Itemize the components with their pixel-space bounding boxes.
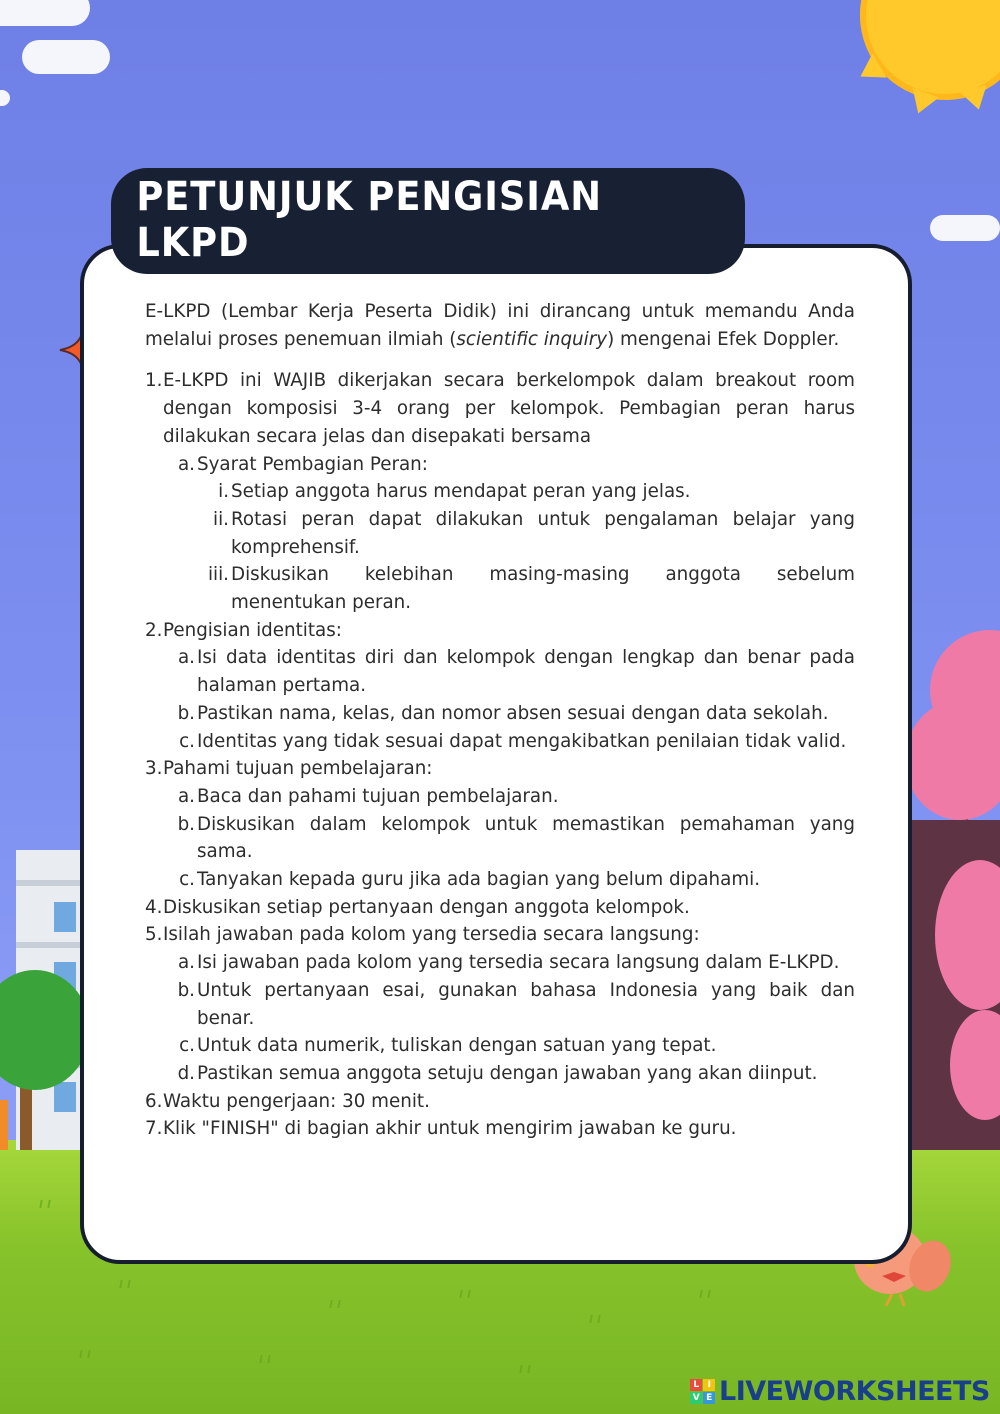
blossom-tree-foliage (905, 700, 1000, 820)
title-banner (111, 168, 745, 274)
list-item: iii. Diskusikan kelebihan masing-masing anggota sebelum menentukan peran. (207, 564, 855, 614)
list-item: c. Untuk data numerik, tuliskan dengan satuan yang tepat. (179, 1035, 717, 1057)
list-item: 2. Pengisian identitas: (145, 619, 342, 641)
cloud-decoration (930, 215, 1000, 241)
list-item: a. Baca dan pahami tujuan pembelajaran. (177, 785, 559, 807)
intro-paragraph (145, 298, 855, 353)
liveworksheets-logo-text: LIVEWORKSHEETS (719, 1375, 990, 1407)
intro-text-italic: scientific inquiry (456, 328, 608, 350)
instructions-content (145, 298, 855, 1143)
liveworksheets-logo[interactable] (690, 1374, 990, 1408)
list-item: a. Isi data identitas diri dan kelompok dengan lengkap dan benar pada halaman pertama. (177, 647, 855, 697)
cloud-decoration (22, 40, 110, 74)
sun-icon (860, 0, 1000, 100)
list-item: ii. Rotasi peran dapat dilakukan untuk pengalaman belajar yang komprehensif. (213, 508, 855, 558)
list-item: d. Pastikan semua anggota setuju dengan jawaban yang akan diinput. (177, 1062, 818, 1084)
list-item: b. Diskusikan dalam kelompok untuk memastikan pemahaman yang sama. (177, 813, 855, 863)
liveworksheets-logo-icon: L I V E (690, 1379, 715, 1404)
page-title: PETUNJUK PENGISIAN LKPD (136, 174, 602, 266)
list-item: 7. Klik "FINISH" di bagian akhir untuk mengirim jawaban ke guru. (145, 1118, 737, 1140)
orange-pole (0, 1100, 8, 1150)
list-item: 1. E-LKPD ini WAJIB dikerjakan secara berkelompok dalam breakout room dengan komposisi 3-4 orang per kelompok. Pembagian peran harus dilakukan secara jelas dan disepakati bersama (145, 370, 855, 447)
cloud-decoration (0, 90, 10, 106)
list-item: 4. Diskusikan setiap pertanyaan dengan anggota kelompok. (145, 896, 690, 918)
list-item: c. Identitas yang tidak sesuai dapat mengakibatkan penilaian tidak valid. (179, 730, 847, 752)
list-item: 3. Pahami tujuan pembelajaran: (145, 758, 433, 780)
list-item: a. Isi jawaban pada kolom yang tersedia secara langsung dalam E-LKPD. (177, 952, 840, 974)
list-item: b. Untuk pertanyaan esai, gunakan bahasa Indonesia yang baik dan benar. (177, 979, 855, 1029)
intro-text-before: E-LKPD (Lembar Kerja Peserta Didik) ini dirancang untuk memandu Anda melalui proses penemuan ilmiah ( (145, 301, 855, 350)
list-item: 5. Isilah jawaban pada kolom yang tersedia secara langsung: (145, 924, 700, 946)
list-item: b. Pastikan nama, kelas, dan nomor absen sesuai dengan data sekolah. (177, 702, 829, 724)
list-item: c. Tanyakan kepada guru jika ada bagian yang belum dipahami. (179, 869, 761, 891)
intro-text-after: ) mengenai Efek Doppler. (607, 328, 840, 350)
list-item: a. Syarat Pembagian Peran: (177, 453, 428, 475)
tree-trunk (20, 1080, 32, 1150)
list-item: i. Setiap anggota harus mendapat peran yang jelas. (218, 481, 691, 503)
cloud-decoration (0, 0, 90, 26)
list-item: 6. Waktu pengerjaan: 30 menit. (145, 1090, 430, 1112)
